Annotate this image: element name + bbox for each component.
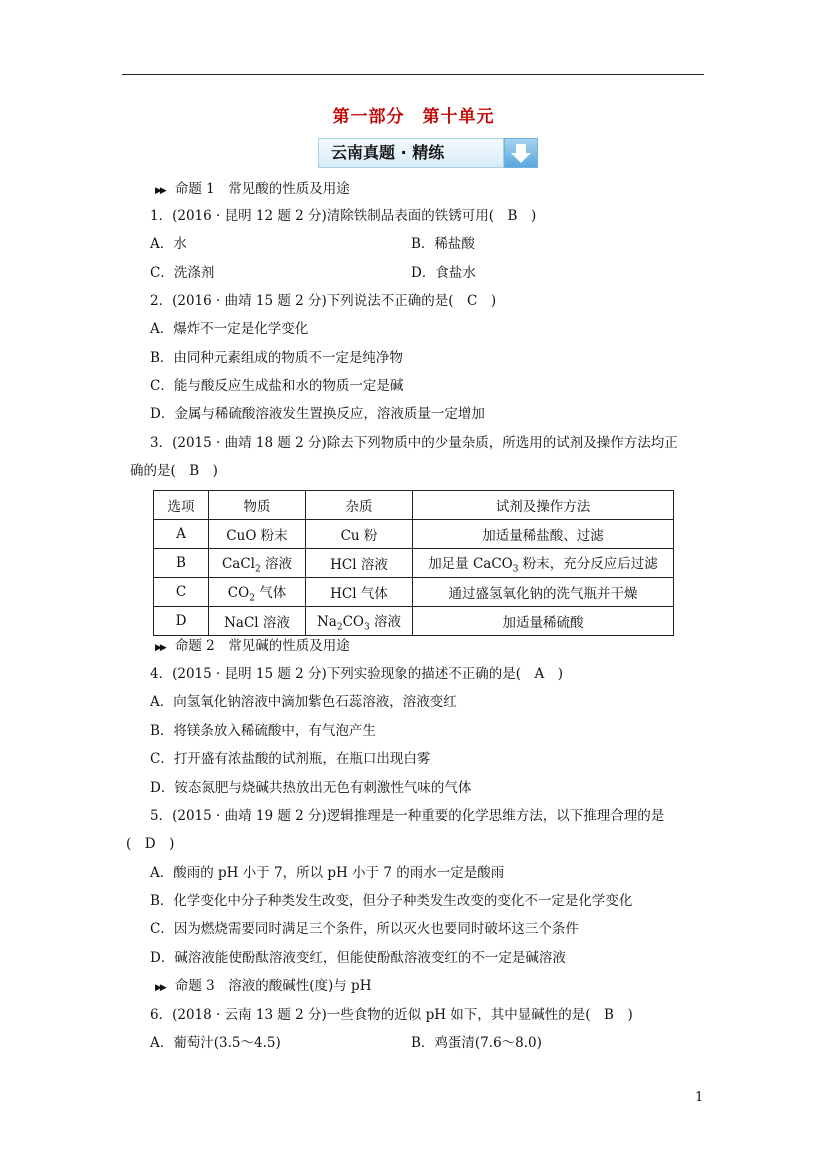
q4-option-c: C．打开盛有浓盐酸的试剂瓶，在瓶口出现白雾 xyxy=(150,751,431,767)
q5-option-b: B．化学变化中分子种类发生改变，但分子种类发生改变的变化不一定是化学变化 xyxy=(150,893,633,909)
table-cell: 加适量稀盐酸、过滤 xyxy=(413,520,674,549)
q6-option-a: A．葡萄汁(3.5～4.5) xyxy=(150,1035,281,1051)
q1-option-a: A．水 xyxy=(150,236,187,252)
question-3-stem-cont: 确的是( B ) xyxy=(130,463,218,479)
q1-option-b: B．稀盐酸 xyxy=(411,236,475,252)
question-3-stem: 3．(2015 · 曲靖 18 题 2 分)除去下列物质中的少量杂质，所选用的试剂及操作方法均正 xyxy=(150,435,678,451)
page-title: 第一部分 第十单元 xyxy=(332,107,495,127)
table-cell: A xyxy=(154,520,209,549)
table-header: 试剂及操作方法 xyxy=(413,491,674,520)
question-2-stem: 2．(2016 · 曲靖 15 题 2 分)下列说法不正确的是( C ) xyxy=(150,293,497,309)
question-1-stem: 1．(2016 · 昆明 12 题 2 分)清除铁制品表面的铁锈可用( B ) xyxy=(150,208,537,224)
banner-label: 云南真题 · 精练 xyxy=(318,138,504,168)
table-cell: B xyxy=(154,549,209,578)
q5-option-d: D．碱溶液能使酚酞溶液变红，但能使酚酞溶液变红的不一定是碱溶液 xyxy=(150,950,566,966)
q2-option-a: A．爆炸不一定是化学变化 xyxy=(150,321,309,337)
q1-option-d: D．食盐水 xyxy=(411,265,476,281)
q5-option-c: C．因为燃烧需要同时满足三个条件，所以灭火也要同时破坏这三个条件 xyxy=(150,921,579,937)
table-row xyxy=(154,607,674,636)
table-cell: C xyxy=(154,578,209,607)
q2-option-b: B．由同种元素组成的物质不一定是纯净物 xyxy=(150,350,403,366)
download-arrow-icon xyxy=(504,138,538,168)
q1-option-c: C．洗涤剂 xyxy=(150,265,215,281)
table-row xyxy=(154,578,674,607)
table-cell: Cu 粉 xyxy=(306,520,413,549)
table-header: 物质 xyxy=(209,491,306,520)
question-5-stem: 5．(2015 · 曲靖 19 题 2 分)逻辑推理是一种重要的化学思维方法，以下推理合理的是 xyxy=(150,808,665,824)
table-cell: D xyxy=(154,607,209,636)
table-cell: HCl 溶液 xyxy=(306,549,413,578)
table-cell: CaCl$_2$ 溶液 xyxy=(209,549,306,578)
table-cell: NaCl 溶液 xyxy=(209,607,306,636)
table-header-row xyxy=(154,491,674,520)
table-row xyxy=(154,549,674,578)
table-header: 杂质 xyxy=(306,491,413,520)
topic-marker: ▶▶ xyxy=(155,643,165,653)
topic-marker: ▶▶ xyxy=(155,186,165,196)
table-cell: 加足量 CaCO$_3$ 粉末，充分反应后过滤 xyxy=(413,549,674,578)
topic-heading-1: ▶▶ 命题 1 常见酸的性质及用途 xyxy=(155,181,350,197)
table-cell: 加适量稀硫酸 xyxy=(413,607,674,636)
table-cell: HCl 气体 xyxy=(306,578,413,607)
table-cell: $Na_2CO_3$ 溶液 xyxy=(306,607,413,636)
q4-option-a: A．向氢氧化钠溶液中滴加紫色石蕊溶液，溶液变红 xyxy=(150,694,457,710)
q4-option-d: D．铵态氮肥与烧碱共热放出无色有刺激性气味的气体 xyxy=(150,780,472,796)
topic-marker: ▶▶ xyxy=(155,983,165,993)
question-4-stem: 4．(2015 · 昆明 15 题 2 分)下列实验现象的描述不正确的是( A ) xyxy=(150,666,564,682)
topic-heading-3: ▶▶ 命题 3 溶液的酸碱性(度)与 pH xyxy=(155,978,372,994)
table-cell: 通过盛氢氧化钠的洗气瓶并干燥 xyxy=(413,578,674,607)
table-header: 选项 xyxy=(154,491,209,520)
q5-option-a: A．酸雨的 pH 小于 7，所以 pH 小于 7 的雨水一定是酸雨 xyxy=(150,865,505,881)
q6-option-b: B．鸡蛋清(7.6～8.0) xyxy=(411,1035,542,1051)
topic-heading-2: ▶▶ 命题 2 常见碱的性质及用途 xyxy=(155,638,350,654)
question-6-stem: 6．(2018 · 云南 13 题 2 分)一些食物的近似 pH 如下，其中显碱性的是( B ) xyxy=(150,1007,633,1023)
header-rule xyxy=(122,74,704,75)
table-row xyxy=(154,520,674,549)
q2-option-c: C．能与酸反应生成盐和水的物质一定是碱 xyxy=(150,378,404,394)
q3-options-table xyxy=(153,490,674,636)
page-number: 1 xyxy=(695,1090,704,1105)
table-cell: CuO 粉末 xyxy=(209,520,306,549)
q2-option-d: D．金属与稀硫酸溶液发生置换反应，溶液质量一定增加 xyxy=(150,406,485,422)
table-cell: $CO_2$ 气体 xyxy=(209,578,306,607)
q4-option-b: B．将镁条放入稀硫酸中，有气泡产生 xyxy=(150,723,376,739)
question-5-stem-cont: ( D ) xyxy=(126,836,175,852)
section-banner xyxy=(318,138,538,168)
